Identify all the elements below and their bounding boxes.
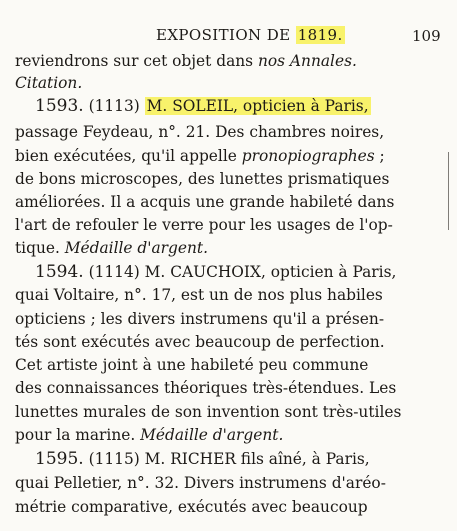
- page-number: 109: [412, 27, 441, 45]
- entry-name-richer: M. RICHER: [144, 450, 236, 468]
- entry-number-1595: 1595.: [35, 449, 84, 469]
- italic-pronopiographes: pronopiographes: [241, 147, 375, 165]
- highlighted-year: 1819.: [297, 26, 343, 44]
- entry-1593-heading: [35, 95, 457, 117]
- header-title-prefix: EXPOSITION DE: [156, 26, 296, 44]
- text-line-17: [15, 424, 457, 446]
- text-line-11: quai Voltaire, n°. 17, est un de nos plus habiles: [15, 286, 383, 304]
- text-line-6: de bons microscopes, des lunettes prismatiques: [15, 170, 390, 188]
- text-line-2: [15, 72, 457, 94]
- text-line-4: passage Feydeau, n°. 21. Des chambres noires,: [15, 123, 385, 141]
- text-line-14: Cet artiste joint à une habileté peu commune: [15, 356, 369, 374]
- header-title: [156, 26, 345, 44]
- page-header: [0, 26, 457, 50]
- text-line-13: tés sont exécutés avec beaucoup de perfection.: [15, 333, 385, 351]
- citation-label: Citation.: [15, 74, 83, 92]
- text-line-5: [15, 145, 457, 167]
- entry-rest-1594: , opticien à Paris,: [260, 263, 397, 281]
- medal-label-1593: Médaille d'argent.: [64, 239, 208, 257]
- text-line-5-end: ;: [374, 147, 385, 165]
- entry-id-1594: (1114): [88, 263, 140, 281]
- text-line-1: [15, 50, 457, 72]
- text-line-19: quai Pelletier, n°. 32. Divers instrumens d'aréo-: [15, 474, 386, 492]
- entry-number-1594: 1594.: [35, 262, 84, 282]
- medal-label-1594: Médaille d'argent.: [140, 426, 284, 444]
- page-edge-rule: [448, 152, 449, 230]
- entry-id-1595: (1115): [88, 450, 140, 468]
- entry-1595-heading: [35, 448, 457, 470]
- entry-id-1593: (1113): [88, 97, 140, 115]
- entry-1594-heading: [35, 261, 457, 283]
- text-line-15: des connaissances théoriques très-étendues. Les: [15, 379, 397, 397]
- text-line-7: améliorées. Il a acquis une grande habileté dans: [15, 193, 395, 211]
- text-line-1-start: reviendrons sur cet objet dans: [15, 52, 258, 70]
- text-line-5-start: bien exécutées, qu'il appelle: [15, 147, 242, 165]
- entry-name-cauchoix: M. CAUCHOIX: [144, 263, 261, 281]
- entry-name-soleil: M. SOLEIL: [146, 97, 234, 115]
- highlighted-name-and-place: [145, 97, 371, 115]
- text-line-20-cropped: métrie comparative, exécutés avec beaucoup: [15, 498, 368, 516]
- entry-number-1593: 1593.: [35, 96, 84, 116]
- text-line-17-start: pour la marine.: [15, 426, 141, 444]
- text-line-16: lunettes murales de son invention sont très-utiles: [15, 403, 402, 421]
- italic-annales: nos Annales.: [257, 52, 357, 70]
- entry-rest-1595: fils aîné, à Paris,: [235, 450, 370, 468]
- text-line-8: l'art de refouler le verre pour les usages de l'op-: [15, 216, 393, 234]
- text-line-9-start: tique.: [15, 239, 65, 257]
- text-line-9: [15, 237, 457, 259]
- entry-rest-1593: , opticien à Paris,: [233, 97, 369, 115]
- text-line-12: opticiens ; les divers instrumens qu'il a présen-: [15, 310, 385, 328]
